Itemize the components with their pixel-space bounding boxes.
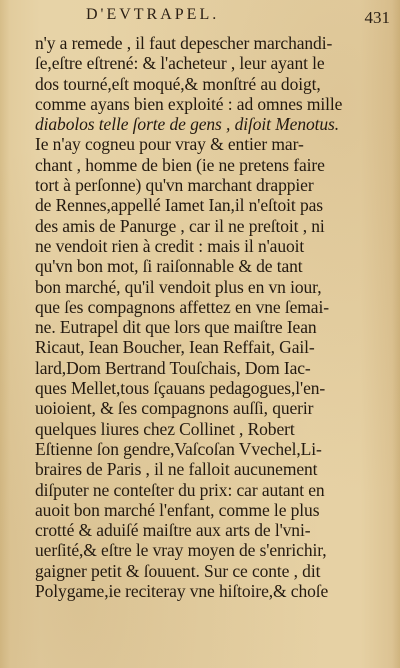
text-line-24: auoit bon marché l'enfant, comme le plus bbox=[35, 499, 320, 520]
text-line-28: Polygame,ie reciteray vne hiſtoire,& choſe bbox=[35, 581, 329, 602]
text-line-9: de Rennes,appellé Iamet Ian,il n'eſtoit pas bbox=[35, 195, 323, 216]
text-line-25: crotté & aduiſé maiſtre aux arts de l'vni- bbox=[35, 520, 311, 541]
text-line-4: comme ayans bien exploité : ad omnes mille bbox=[35, 93, 343, 114]
text-line-16: Ricaut, Iean Boucher, Iean Reffait, Gail- bbox=[35, 337, 315, 358]
text-line-2: ſe,eſtre eſtrené: & l'acheteur , leur ayant le bbox=[35, 53, 325, 74]
body-text bbox=[35, 33, 395, 601]
text-line-8: tort à perſonne) qu'vn marchant drappier bbox=[35, 175, 314, 196]
page-header bbox=[0, 4, 400, 32]
text-line-15: ne. Eutrapel dit que lors que maiſtre Iean bbox=[35, 317, 317, 338]
text-line-17: lard,Dom Bertrand Touſchais, Dom Iac- bbox=[35, 357, 311, 378]
text-line-27: gaigner petit & ſouuent. Sur ce conte , dit bbox=[35, 560, 321, 581]
text-line-22: braires de Paris , il ne falloit aucunement bbox=[35, 459, 318, 480]
text-line-6: Ie n'ay cogneu pour vray & entier mar- bbox=[35, 134, 304, 155]
text-line-19: uoioient, & ſes compagnons auſſi, querir bbox=[35, 398, 314, 419]
text-line-20: quelques liures chez Collinet , Robert bbox=[35, 418, 295, 439]
text-line-23: diſputer ne conteſter du prix: car autant en bbox=[35, 479, 325, 500]
text-line-3: dos tourné,eſt moqué,& monſtré au doigt, bbox=[35, 73, 321, 94]
text-line-12: qu'vn bon mot, ſi raiſonnable & de tant bbox=[35, 256, 303, 277]
text-line-5: diabolos telle ſorte de gens , diſoit Menotus. bbox=[35, 114, 340, 135]
text-line-1: n'y a remede , il faut depescher marchandi- bbox=[35, 33, 333, 53]
text-line-21: Eſtienne ſon gendre,Vaſcoſan Vvechel,Li- bbox=[35, 438, 322, 459]
text-line-7: chant , homme de bien (ie ne pretens faire bbox=[35, 154, 325, 175]
page-number: 431 bbox=[364, 8, 390, 27]
text-line-26: uerſité,& eſtre le vray moyen de s'enrichir, bbox=[35, 540, 327, 561]
text-line-18: ques Mellet,tous ſçauans pedagogues,l'en- bbox=[35, 378, 326, 399]
running-title: D'EVTRAPEL. bbox=[86, 6, 220, 23]
text-line-10: des amis de Panurge , car il ne preſtoit , ni bbox=[35, 215, 325, 236]
text-line-14: que ſes compagnons affettez en vne ſemai- bbox=[35, 296, 329, 317]
text-line-13: bon marché, qu'il vendoit plus en vn iour, bbox=[35, 276, 322, 297]
text-line-11: ne vendoit rien à credit : mais il n'auoit bbox=[35, 235, 305, 256]
